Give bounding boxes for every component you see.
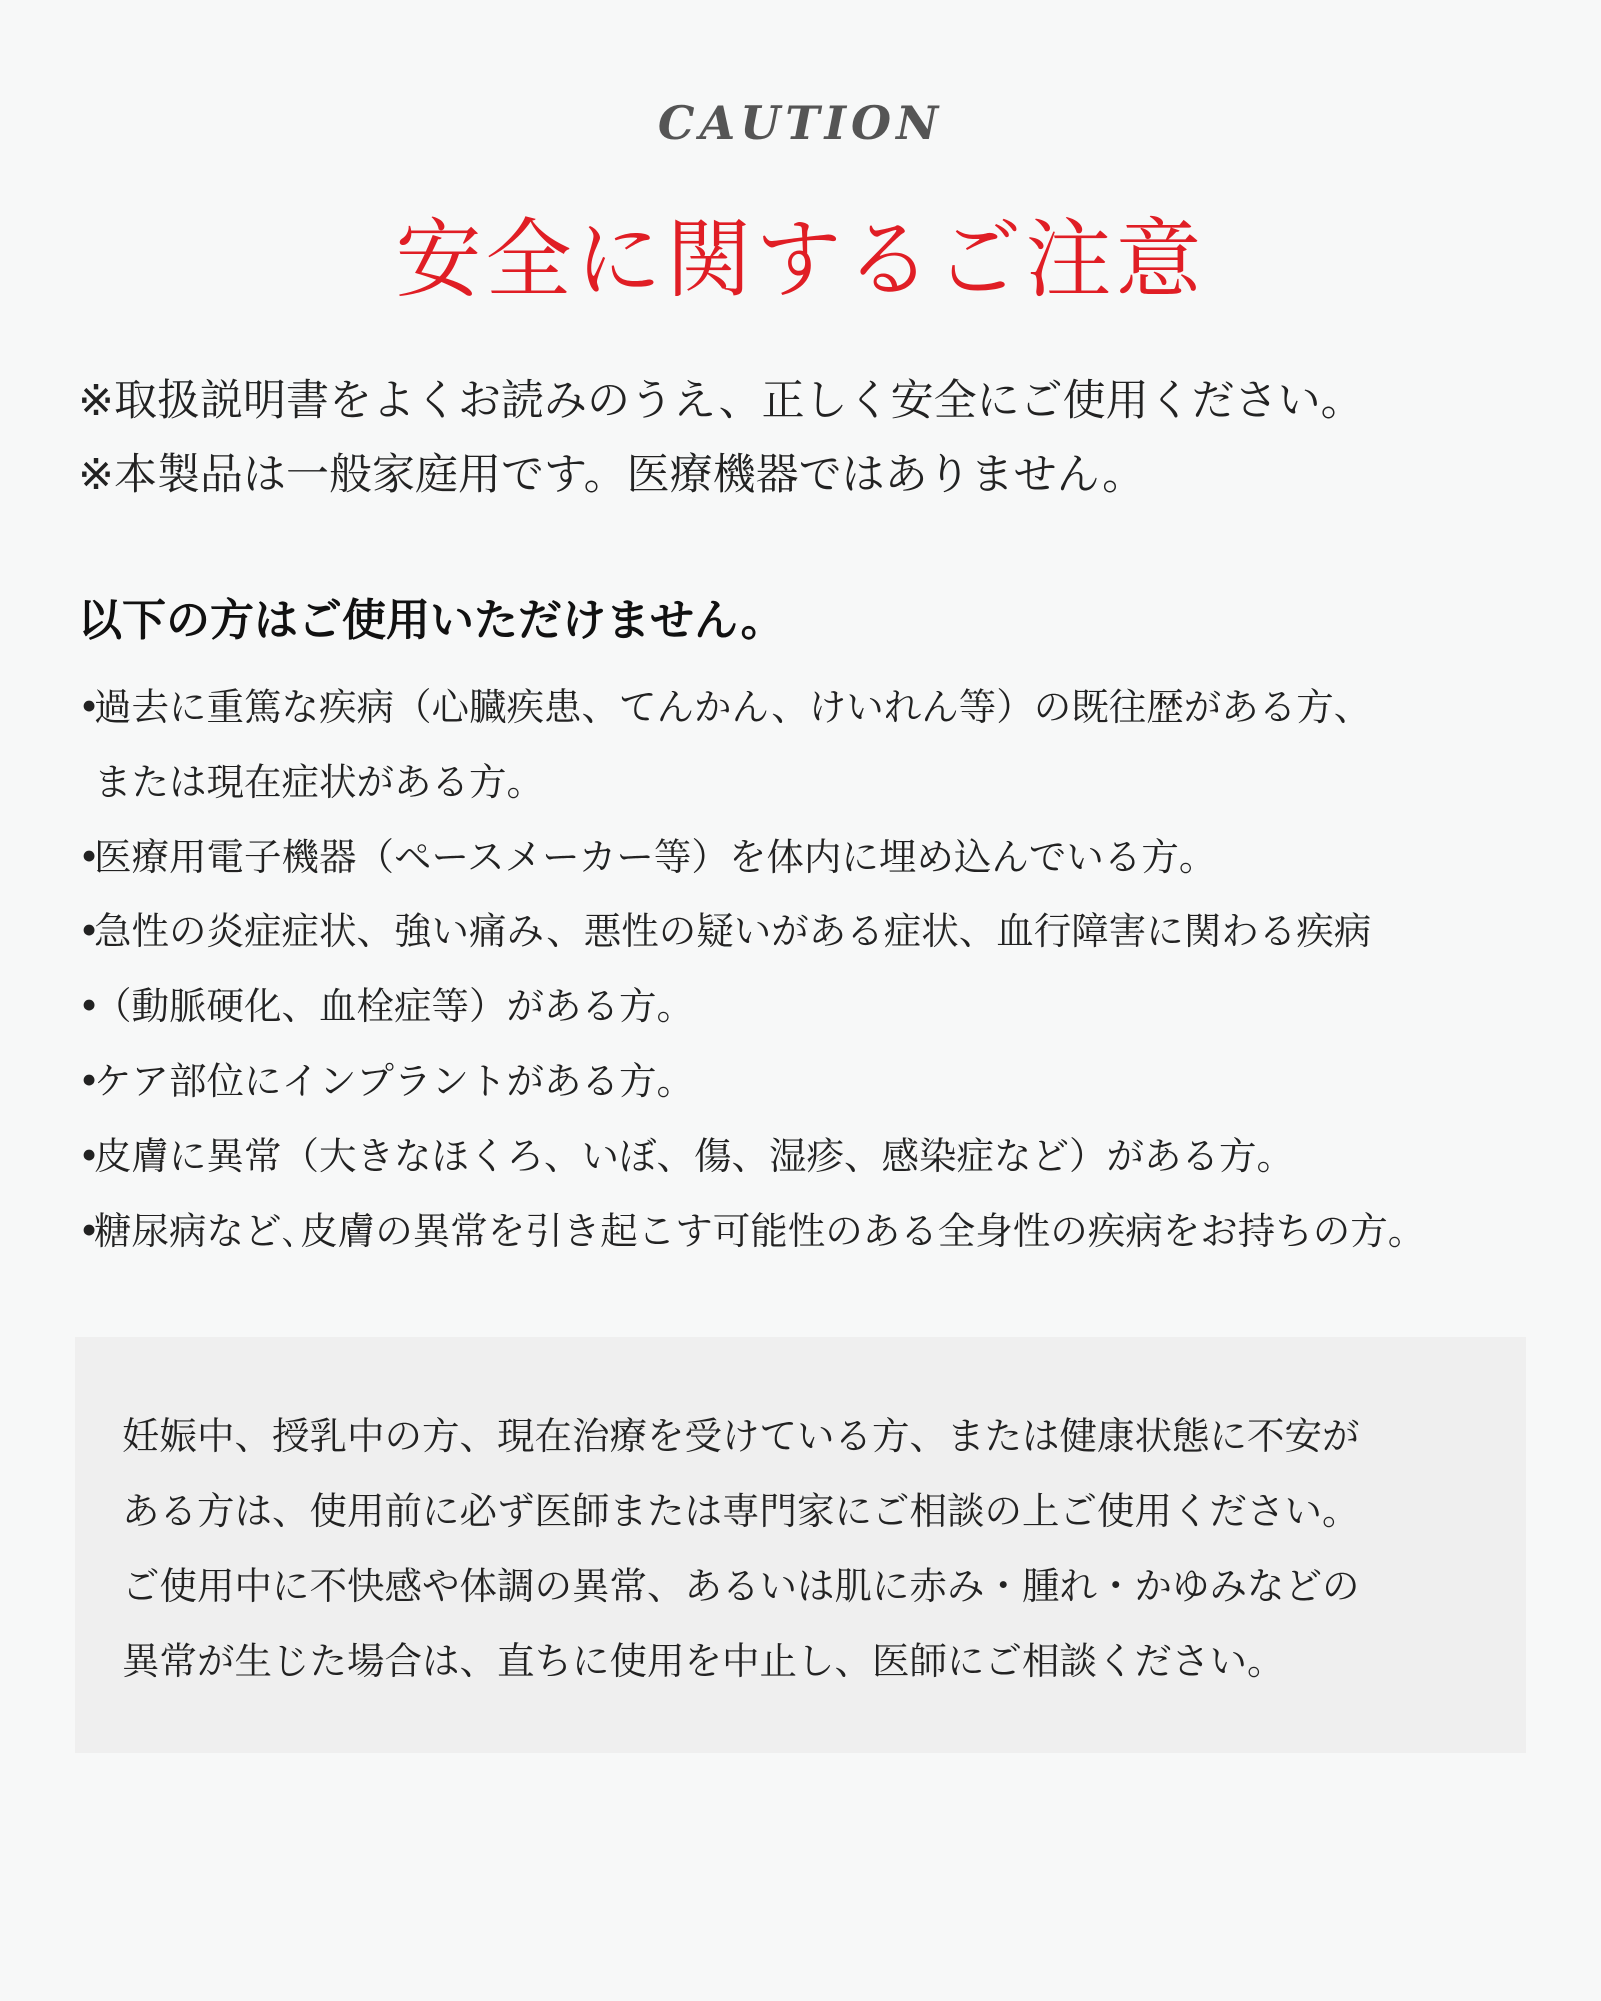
restriction-item [78,670,1558,745]
restriction-text: 糖尿病など､皮膚の異常を引き起こす可能性のある全身性の疾病をお持ちの方。 [94,1208,1426,1253]
restriction-text: 皮膚に異常（大きなほくろ、いぼ、傷、湿疹、感染症など）がある方。 [94,1133,1294,1178]
notice-read-manual: ※取扱説明書をよくお読みのうえ、正しく安全にご使用ください。 [78,376,1364,426]
restriction-item [78,1194,1558,1269]
restriction-item [78,894,1558,969]
restrictions-list [78,670,1558,1268]
notice-household-use: ※本製品は一般家庭用です。医療機器ではありません。 [78,450,1146,500]
restriction-text: 急性の炎症症状、強い痛み、悪性の疑いがある症状、血行障害に関わる疾病 [94,909,1372,954]
restriction-text: ケア部位にインプラントがある方。 [94,1058,694,1103]
restriction-item-continuation [78,745,1558,820]
advice-line: 異常が生じた場合は、直ちに使用を中止し、医師にご相談ください。 [122,1639,1285,1683]
restriction-text: 医療用電子機器（ペースメーカー等）を体内に埋め込んでいる方。 [94,834,1217,879]
bullet-icon: • [78,834,101,879]
restriction-item [78,1119,1558,1194]
page-title: 安全に関するご注意 [395,210,1206,310]
bullet-icon: • [78,909,101,954]
advice-line: ある方は、使用前に必ず医師または専門家にご相談の上ご使用ください。 [122,1489,1360,1533]
bullet-icon: • [78,685,101,729]
caution-label: CAUTION [657,96,944,150]
bullet-icon: • [78,984,101,1029]
bullet-icon: • [78,1133,101,1178]
restriction-text: または現在症状がある方。 [94,759,544,804]
restriction-item [78,1044,1558,1119]
bullet-icon: • [78,1208,101,1253]
advice-box [75,1337,1526,1753]
advice-text [122,1399,1502,1699]
restriction-item [78,820,1558,895]
restriction-text: （動脈硬化、血栓症等）がある方。 [94,984,694,1029]
notices [78,364,1538,512]
restrictions-heading: 以下の方はご使用いただけません。 [78,595,785,646]
restriction-item [78,969,1558,1044]
bullet-icon: • [78,1058,101,1103]
restriction-text: 過去に重篤な疾病（心臓疾患、てんかん、けいれん等）の既往歴がある方、 [94,685,1372,729]
advice-line: ご使用中に不快感や体調の異常、あるいは肌に赤み・腫れ・かゆみなどの [122,1564,1360,1608]
advice-line: 妊娠中、授乳中の方、現在治療を受けている方、または健康状態に不安が [122,1414,1360,1458]
